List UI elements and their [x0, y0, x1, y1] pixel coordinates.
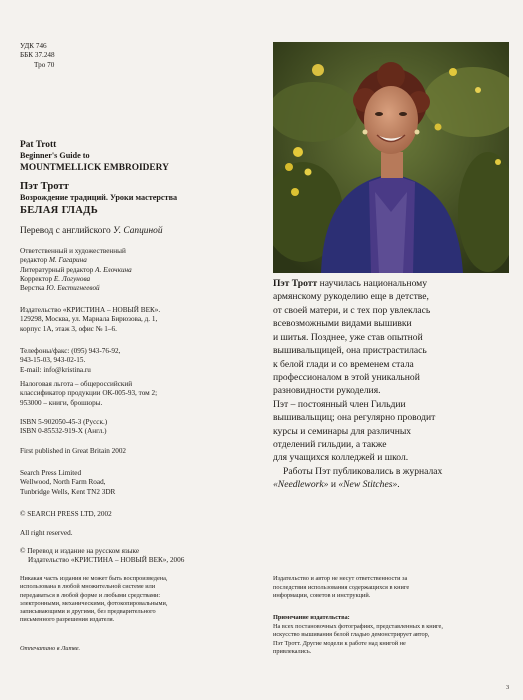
email-line: E-mail: info@kristina.ru: [20, 365, 91, 374]
tax-line: классификатор продукции ОК-005-93, том 2;: [20, 389, 158, 398]
udk-code: УДК 746: [20, 42, 47, 50]
credits-line4: [20, 275, 132, 284]
bio-line: вышивальщицей, она пристрастилась: [273, 345, 427, 357]
credits-line1: Ответственный и художественный: [20, 247, 126, 255]
tax-line: 953000 – книги, брошюры.: [20, 398, 103, 407]
search-press-line: Wellwood, North Farm Road,: [20, 478, 106, 487]
tax-line: Налоговая льгота – общероссийский: [20, 380, 133, 388]
original-title-line2: MOUNTMELLICK EMBROIDERY: [20, 162, 169, 173]
disclaimer-line: информации, советов и инструкций.: [273, 592, 371, 599]
notice-line: Никакая часть издания не может быть воспроизведена,: [20, 575, 168, 582]
disclaimer-line: последствия использования содержащихся в книге: [273, 583, 410, 591]
isbn-en: ISBN 0-85532-919-X (Англ.): [20, 427, 107, 436]
credits-line2: [20, 256, 132, 265]
rights-line: All right reserved.: [20, 529, 73, 537]
notice-line: электронными, механическими, фотокопировальными,: [20, 599, 168, 607]
first-published: First published in Great Britain 2002: [20, 447, 127, 455]
copyright-ru-line: Издательство «КРИСТИНА – НОВЫЙ ВЕК», 2006: [28, 556, 185, 565]
bio-line: армянскому рукоделию еще в детстве,: [273, 291, 429, 303]
bio-line: вышивальщиц; она регулярно проводит: [273, 412, 436, 424]
translation-label: Перевод с английского: [20, 226, 111, 236]
notice-line: использована в любой множительной системе или: [20, 583, 156, 591]
russian-author: Пэт Тротт: [20, 181, 69, 192]
credit-role: Верстка: [20, 284, 45, 293]
reproduction-notice: [20, 575, 168, 625]
publisher-note: [273, 614, 443, 657]
printed-in: Отпечатано в Литве.: [20, 645, 81, 652]
author-code: Тро 70: [34, 60, 55, 69]
original-author: Pat Trott: [20, 140, 57, 150]
copyright-en: © SEARCH PRESS LTD, 2002: [20, 510, 112, 518]
bio-conjunction: и: [328, 479, 339, 491]
bio-line: от своей матери, и с тех пор увлеклась: [273, 304, 431, 316]
classification-block: [20, 42, 55, 70]
bio-line: научилась национальному: [319, 278, 428, 289]
publisher-address: [20, 306, 160, 334]
magazine-new-stitches: «New Stitches»: [338, 479, 398, 491]
disclaimer-line: Издательство и автор не несут ответственности за: [273, 575, 408, 582]
credit-role: Литературный редактор: [20, 265, 94, 274]
bio-line: Пэт – постоянный член Гильдии: [273, 398, 406, 410]
disclaimer: [273, 575, 409, 601]
publisher-line: Издательство «КРИСТИНА – НОВЫЙ ВЕК».: [20, 306, 161, 314]
tax-block: [20, 380, 157, 408]
bio-line: для учащихся колледжей и школ.: [273, 452, 409, 464]
search-press-address: [20, 469, 115, 497]
phone-line: Телефоны/факс: (095) 943-76-92,: [20, 347, 121, 355]
credit-role: редактор: [20, 256, 48, 265]
author-photo: [273, 42, 509, 273]
notice-line: передаваться в любой форме и любыми средствами:: [20, 591, 161, 599]
credits-line5: [20, 284, 132, 293]
series-title: Возрождение традиций. Уроки мастерства: [20, 193, 178, 203]
bio-line: профессионалом в этой уникальной: [273, 371, 420, 383]
bio-line: курсы и семинары для различных: [273, 425, 412, 437]
bio-period: .: [397, 479, 400, 491]
bio-line: Работы Пэт публиковались в журналах: [283, 465, 443, 477]
publisher-note-heading: Примечание издательства:: [273, 614, 350, 621]
credit-name: А. Елочкина: [95, 265, 132, 274]
credit-name: М. Гагарина: [48, 256, 87, 265]
publisher-note-line: Пэт Тротт. Другие модели к работе над книгой не: [273, 639, 406, 647]
contacts-block: [20, 347, 120, 375]
page-number: 3: [506, 684, 510, 691]
magazine-needlework: «Needlework»: [273, 479, 329, 491]
bio-line: всевозможными видами вышивки: [273, 318, 412, 330]
original-title-line1: Beginner's Guide to: [20, 151, 90, 161]
copyright-ru: [20, 547, 184, 566]
credits-block: [20, 247, 132, 294]
publisher-note-line: привлекались.: [273, 648, 312, 655]
original-title-block: [20, 139, 169, 174]
publisher-note-line: На всех постановочных фотографиях, представленных в книге,: [273, 622, 443, 630]
credit-name: Ю. Евстигнеевой: [46, 284, 100, 293]
search-press-line: Search Press Limited: [20, 469, 82, 477]
publisher-note-line: искусство вышивания белой гладью демонстрирует автор,: [273, 631, 430, 638]
credit-role: Корректор: [20, 275, 53, 284]
bio-line: к белой глади и со временем стала: [273, 358, 414, 370]
book-title: БЕЛАЯ ГЛАДЬ: [20, 204, 99, 216]
copyright-ru-line: © Перевод и издание на русском языке: [20, 547, 140, 555]
author-portrait-image: [273, 42, 509, 273]
russian-title-block: [20, 180, 177, 217]
publisher-line: 129298, Москва, ул. Мариала Бирюзова, д. 1,: [20, 315, 158, 324]
search-press-line: Tunbridge Wells, Kent TN2 3DR: [20, 487, 116, 496]
author-bio: [273, 277, 505, 492]
credits-line3: [20, 266, 132, 275]
credit-name: Е. Логунова: [53, 275, 91, 284]
translation-line: [20, 225, 163, 237]
isbn-ru: ISBN 5-902050-45-3 (Русск.): [20, 418, 108, 426]
phone-line: 943-15-03, 943-02-15.: [20, 356, 86, 365]
translator-name: У. Сапциной: [113, 226, 163, 236]
notice-line: записывающими и другими, без предварительного: [20, 608, 156, 616]
isbn-block: [20, 418, 107, 437]
bio-line: разновидности рукоделия.: [273, 385, 381, 397]
publisher-line: корпус 1А, этаж 3, офис № 1–6.: [20, 324, 117, 333]
bio-line: отделений гильдии, а также: [273, 439, 387, 451]
bbk-code: ББК 37.248: [20, 51, 55, 60]
notice-line: письменного разрешения издателя.: [20, 616, 115, 624]
bio-line: и шитья. Позднее, уже став опытной: [273, 331, 423, 343]
bio-author-name: Пэт Тротт: [273, 278, 318, 289]
